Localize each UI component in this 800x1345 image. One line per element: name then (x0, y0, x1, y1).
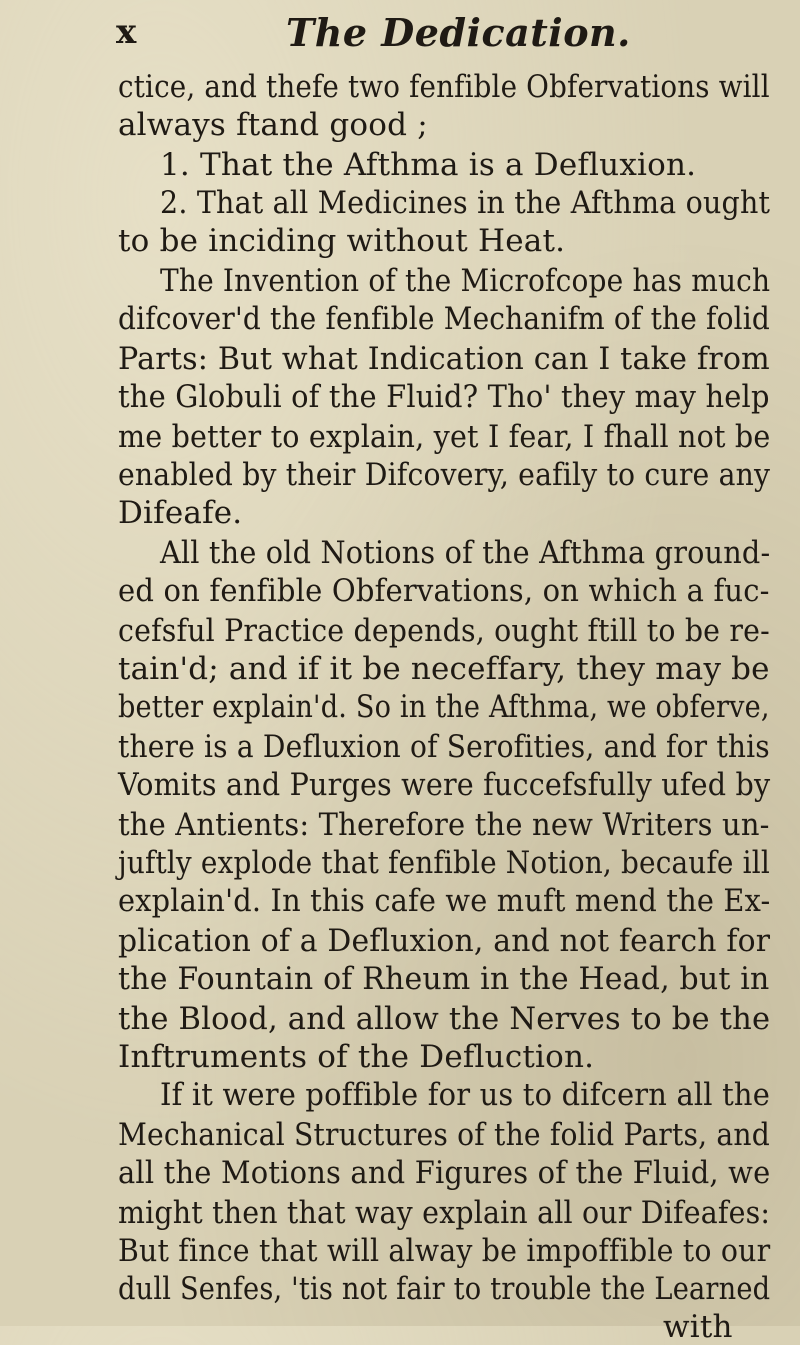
text-line: But fince that will alway be impoffible to our (118, 1233, 771, 1269)
text-line: all the Motions and Figures of the Fluid, we (118, 1155, 771, 1191)
text-line: Parts: But what Indication can I take from (118, 341, 770, 377)
text-line: plication of a Defluxion, and not fearch for (118, 923, 771, 959)
text-line: better explain'd. So in the Afthma, we obferve, (118, 689, 770, 725)
text-line: Vomits and Purges were fuccefsfully ufed by (118, 767, 771, 803)
text-line: The Invention of the Microfcope has much (160, 263, 771, 299)
text-line: the Globuli of the Fluid? Tho' they may help (118, 379, 770, 415)
text-line: If it were poffible for us to difcern all the (160, 1077, 771, 1113)
text-line: explain'd. In this cafe we muft mend the Ex- (118, 883, 771, 919)
text-line: Mechanical Structures of the folid Parts, and (118, 1117, 770, 1153)
text-line: 2. That all Medicines in the Afthma ought (160, 185, 771, 221)
text-line: difcover'd the fenfible Mechanifm of the folid (118, 301, 771, 337)
text-line: there is a Defluxion of Serofities, and for this (118, 729, 770, 765)
page-number: x (116, 12, 137, 52)
text-line: Difeafe. (118, 495, 243, 531)
text-line: tain'd; and if it be neceffary, they may be (118, 651, 770, 687)
text-line: cefsful Practice depends, ought ftill to be re- (118, 613, 770, 649)
text-line: dull Senfes, 'tis not fair to trouble the Learned (118, 1271, 771, 1307)
text-line: ed on fenfible Obfervations, on which a fuc- (118, 573, 770, 609)
text-line: Inftruments of the Defluction. (118, 1039, 595, 1075)
running-head (0, 10, 800, 70)
text-line: enabled by their Difcovery, eafily to cure any (118, 457, 771, 493)
catchword: with (663, 1309, 733, 1345)
text-line: always ftand good ; (118, 107, 428, 143)
text-line: me better to explain, yet I fear, I fhall not be (118, 419, 771, 455)
text-line: the Antients: Therefore the new Writers un- (118, 807, 770, 843)
text-line: juftly explode that fenfible Notion, becaufe ill (118, 845, 770, 881)
text-line: might then that way explain all our Difeafes: (118, 1195, 771, 1231)
text-line: ctice, and thefe two fenfible Obfervations will (118, 69, 770, 105)
running-title: The Dedication. (286, 10, 631, 55)
text-line: the Fountain of Rheum in the Head, but in (118, 961, 770, 997)
text-line: 1. That the Afthma is a Defluxion. (160, 147, 697, 183)
text-line: the Blood, and allow the Nerves to be the (118, 1001, 771, 1037)
text-line: to be inciding without Heat. (118, 223, 566, 259)
text-line: All the old Notions of the Afthma ground- (160, 535, 771, 571)
